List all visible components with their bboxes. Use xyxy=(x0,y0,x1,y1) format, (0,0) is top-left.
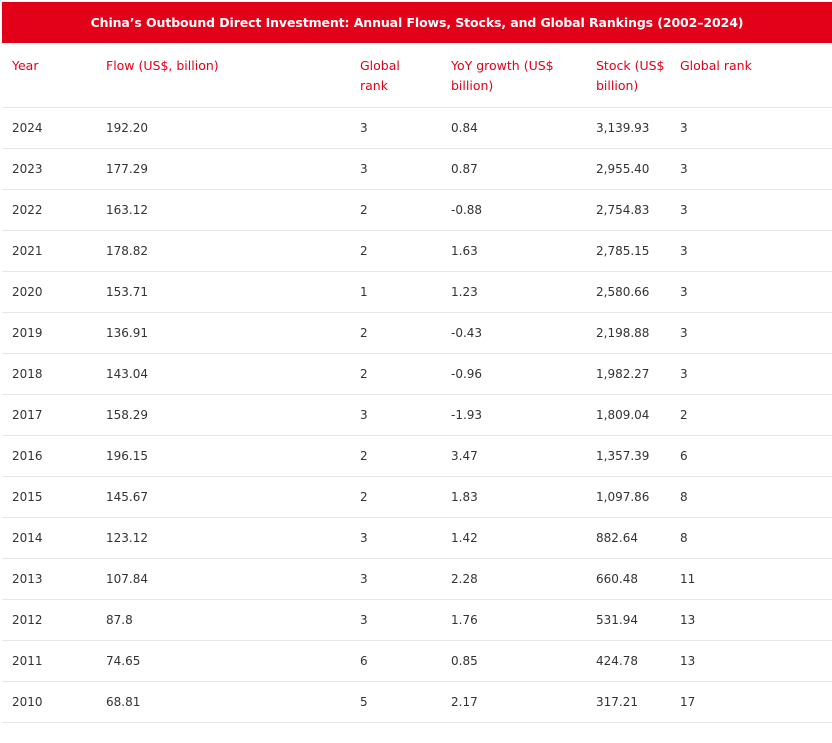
header-yoy-growth: YoY growth (US$ billion) xyxy=(441,43,586,108)
cell-stock-rank: 3 xyxy=(670,190,832,231)
cell-year: 2017 xyxy=(2,395,96,436)
cell-year: 2020 xyxy=(2,272,96,313)
cell-stock: 3,139.93 xyxy=(586,108,670,149)
cell-stock-rank: 3 xyxy=(670,313,832,354)
cell-flow-rank: 2 xyxy=(350,354,441,395)
cell-flow: 107.84 xyxy=(96,559,350,600)
cell-flow-rank: 2 xyxy=(350,477,441,518)
cell-flow-rank: 3 xyxy=(350,559,441,600)
header-year: Year xyxy=(2,43,96,108)
cell-yoy-growth: -0.96 xyxy=(441,354,586,395)
cell-flow: 87.8 xyxy=(96,600,350,641)
cell-flow: 178.82 xyxy=(96,231,350,272)
cell-stock-rank: 13 xyxy=(670,600,832,641)
cell-year: 2013 xyxy=(2,559,96,600)
cell-yoy-growth: -0.88 xyxy=(441,190,586,231)
table-header xyxy=(2,43,832,108)
cell-yoy-growth: -1.93 xyxy=(441,395,586,436)
cell-flow: 196.15 xyxy=(96,436,350,477)
cell-stock-rank: 3 xyxy=(670,231,832,272)
cell-stock-rank: 3 xyxy=(670,149,832,190)
cell-flow: 74.65 xyxy=(96,641,350,682)
header-stock: Stock (US$ billion) xyxy=(586,43,670,108)
odi-table xyxy=(2,43,832,723)
table-row xyxy=(2,354,832,395)
cell-flow-rank: 6 xyxy=(350,641,441,682)
cell-stock: 660.48 xyxy=(586,559,670,600)
cell-flow: 153.71 xyxy=(96,272,350,313)
cell-year: 2021 xyxy=(2,231,96,272)
cell-flow: 123.12 xyxy=(96,518,350,559)
cell-stock-rank: 3 xyxy=(670,272,832,313)
cell-stock-rank: 8 xyxy=(670,477,832,518)
header-row xyxy=(2,43,832,108)
table-row xyxy=(2,108,832,149)
cell-stock-rank: 3 xyxy=(670,354,832,395)
cell-stock-rank: 13 xyxy=(670,641,832,682)
header-flow-rank: Global rank xyxy=(350,43,441,108)
cell-flow: 68.81 xyxy=(96,682,350,723)
cell-stock: 1,357.39 xyxy=(586,436,670,477)
header-flow: Flow (US$, billion) xyxy=(96,43,350,108)
table-row xyxy=(2,559,832,600)
cell-flow-rank: 2 xyxy=(350,231,441,272)
cell-stock: 2,198.88 xyxy=(586,313,670,354)
cell-flow-rank: 5 xyxy=(350,682,441,723)
cell-stock-rank: 17 xyxy=(670,682,832,723)
cell-stock: 2,955.40 xyxy=(586,149,670,190)
cell-flow-rank: 3 xyxy=(350,395,441,436)
cell-flow: 163.12 xyxy=(96,190,350,231)
table-row xyxy=(2,682,832,723)
cell-stock: 424.78 xyxy=(586,641,670,682)
cell-yoy-growth: 1.42 xyxy=(441,518,586,559)
cell-yoy-growth: -0.43 xyxy=(441,313,586,354)
cell-year: 2011 xyxy=(2,641,96,682)
cell-year: 2014 xyxy=(2,518,96,559)
cell-yoy-growth: 1.83 xyxy=(441,477,586,518)
cell-flow: 158.29 xyxy=(96,395,350,436)
table-row xyxy=(2,272,832,313)
table-row xyxy=(2,313,832,354)
cell-yoy-growth: 1.23 xyxy=(441,272,586,313)
cell-stock-rank: 3 xyxy=(670,108,832,149)
cell-year: 2019 xyxy=(2,313,96,354)
cell-stock: 317.21 xyxy=(586,682,670,723)
cell-yoy-growth: 3.47 xyxy=(441,436,586,477)
cell-yoy-growth: 0.85 xyxy=(441,641,586,682)
cell-flow-rank: 3 xyxy=(350,600,441,641)
cell-stock-rank: 6 xyxy=(670,436,832,477)
cell-flow: 192.20 xyxy=(96,108,350,149)
cell-flow: 145.67 xyxy=(96,477,350,518)
cell-year: 2016 xyxy=(2,436,96,477)
cell-stock: 2,785.15 xyxy=(586,231,670,272)
cell-flow: 143.04 xyxy=(96,354,350,395)
table-row xyxy=(2,231,832,272)
cell-stock: 531.94 xyxy=(586,600,670,641)
cell-stock: 882.64 xyxy=(586,518,670,559)
cell-year: 2024 xyxy=(2,108,96,149)
table-row xyxy=(2,190,832,231)
cell-flow-rank: 3 xyxy=(350,518,441,559)
cell-stock-rank: 11 xyxy=(670,559,832,600)
table-row xyxy=(2,600,832,641)
cell-stock: 2,754.83 xyxy=(586,190,670,231)
table-body xyxy=(2,108,832,723)
cell-yoy-growth: 1.63 xyxy=(441,231,586,272)
table-row xyxy=(2,395,832,436)
table-row xyxy=(2,477,832,518)
cell-year: 2012 xyxy=(2,600,96,641)
cell-stock: 2,580.66 xyxy=(586,272,670,313)
cell-yoy-growth: 2.28 xyxy=(441,559,586,600)
cell-year: 2022 xyxy=(2,190,96,231)
cell-stock-rank: 2 xyxy=(670,395,832,436)
cell-year: 2023 xyxy=(2,149,96,190)
cell-flow-rank: 3 xyxy=(350,108,441,149)
cell-yoy-growth: 2.17 xyxy=(441,682,586,723)
cell-yoy-growth: 0.84 xyxy=(441,108,586,149)
cell-flow-rank: 2 xyxy=(350,313,441,354)
cell-yoy-growth: 0.87 xyxy=(441,149,586,190)
cell-stock-rank: 8 xyxy=(670,518,832,559)
cell-yoy-growth: 1.76 xyxy=(441,600,586,641)
cell-year: 2010 xyxy=(2,682,96,723)
cell-year: 2018 xyxy=(2,354,96,395)
cell-stock: 1,097.86 xyxy=(586,477,670,518)
cell-flow-rank: 3 xyxy=(350,149,441,190)
table-title: China’s Outbound Direct Investment: Annual Flows, Stocks, and Global Rankings (2002–2024) xyxy=(2,2,832,43)
cell-stock: 1,982.27 xyxy=(586,354,670,395)
table-row xyxy=(2,641,832,682)
table-row xyxy=(2,518,832,559)
cell-flow: 177.29 xyxy=(96,149,350,190)
cell-year: 2015 xyxy=(2,477,96,518)
cell-flow-rank: 2 xyxy=(350,436,441,477)
cell-flow: 136.91 xyxy=(96,313,350,354)
cell-stock: 1,809.04 xyxy=(586,395,670,436)
table-row xyxy=(2,436,832,477)
cell-flow-rank: 2 xyxy=(350,190,441,231)
header-stock-rank: Global rank xyxy=(670,43,832,108)
cell-flow-rank: 1 xyxy=(350,272,441,313)
table-row xyxy=(2,149,832,190)
